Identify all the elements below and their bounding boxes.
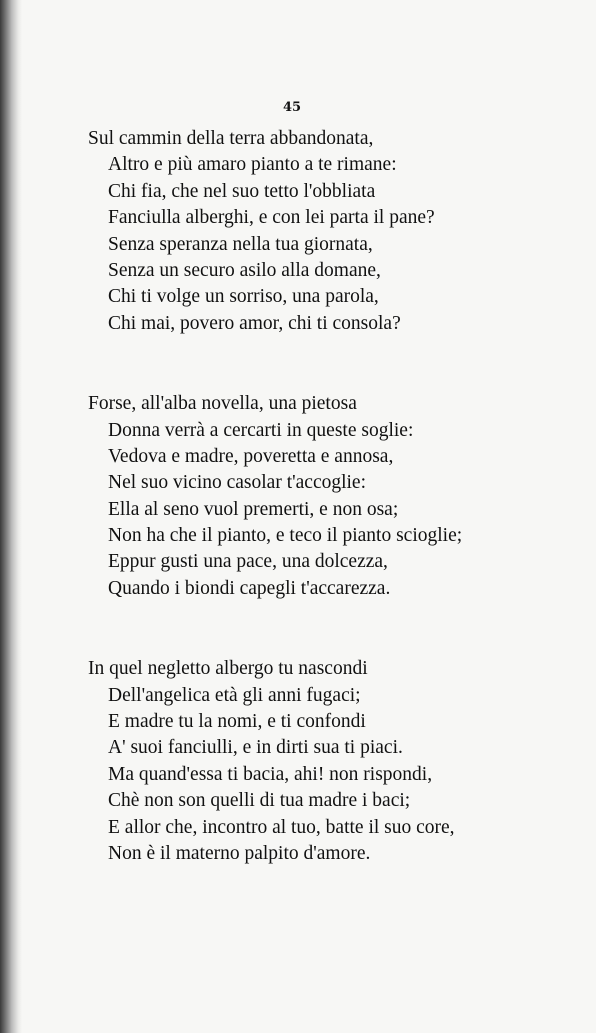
verse-line: Nel suo vicino casolar t'accoglie:: [108, 472, 367, 494]
verse-line: Altro e più amaro pianto a te rimane:: [108, 154, 397, 176]
verse-line: Chi mai, povero amor, chi ti consola?: [108, 312, 401, 334]
verse-line: Non ha che il pianto, e teco il pianto scioglie;: [108, 525, 463, 547]
verse-line: Non è il materno palpito d'amore.: [108, 842, 371, 864]
verse-line: Eppur gusti una pace, una dolcezza,: [108, 551, 388, 573]
page-number: 45: [283, 100, 302, 115]
verse-line: Chi ti volge un sorriso, una parola,: [108, 286, 379, 308]
verse-line: Senza speranza nella tua giornata,: [108, 233, 373, 255]
verse-line: Vedova e madre, poveretta e annosa,: [108, 445, 394, 467]
verse-line: Quando i biondi capegli t'accarezza.: [108, 577, 391, 599]
verse-line: A' suoi fanciulli, e in dirti sua ti piaci.: [108, 737, 403, 759]
verse-line: Ella al seno vuol premerti, e non osa;: [108, 498, 399, 520]
verse-line: Senza un securo asilo alla domane,: [108, 259, 381, 281]
verse-line: Donna verrà a cercarti in queste soglie:: [108, 419, 414, 441]
stanza-2: [88, 391, 568, 602]
verse-line: Ma quand'essa ti bacia, ahi! non rispondi,: [108, 763, 433, 785]
verse-line: Dell'angelica età gli anni fugaci;: [108, 684, 361, 706]
verse-line: Forse, all'alba novella, una pietosa: [88, 393, 357, 415]
book-spine-shadow: [0, 0, 22, 1033]
verse-line: Sul cammin della terra abbandonata,: [88, 128, 374, 149]
stanza-1: [88, 126, 568, 337]
verse-line: In quel negletto albergo tu nascondi: [88, 658, 368, 680]
verse-line: Chè non son quelli di tua madre i baci;: [108, 790, 411, 812]
verse-line: Fanciulla alberghi, e con lei parta il pane?: [108, 207, 435, 229]
poem-text: [88, 126, 568, 921]
verse-line: E madre tu la nomi, e ti confondi: [108, 711, 366, 733]
stanza-3: [88, 656, 568, 867]
verse-line: E allor che, incontro al tuo, batte il suo core,: [108, 816, 455, 838]
verse-line: Chi fia, che nel suo tetto l'obbliata: [108, 180, 376, 202]
